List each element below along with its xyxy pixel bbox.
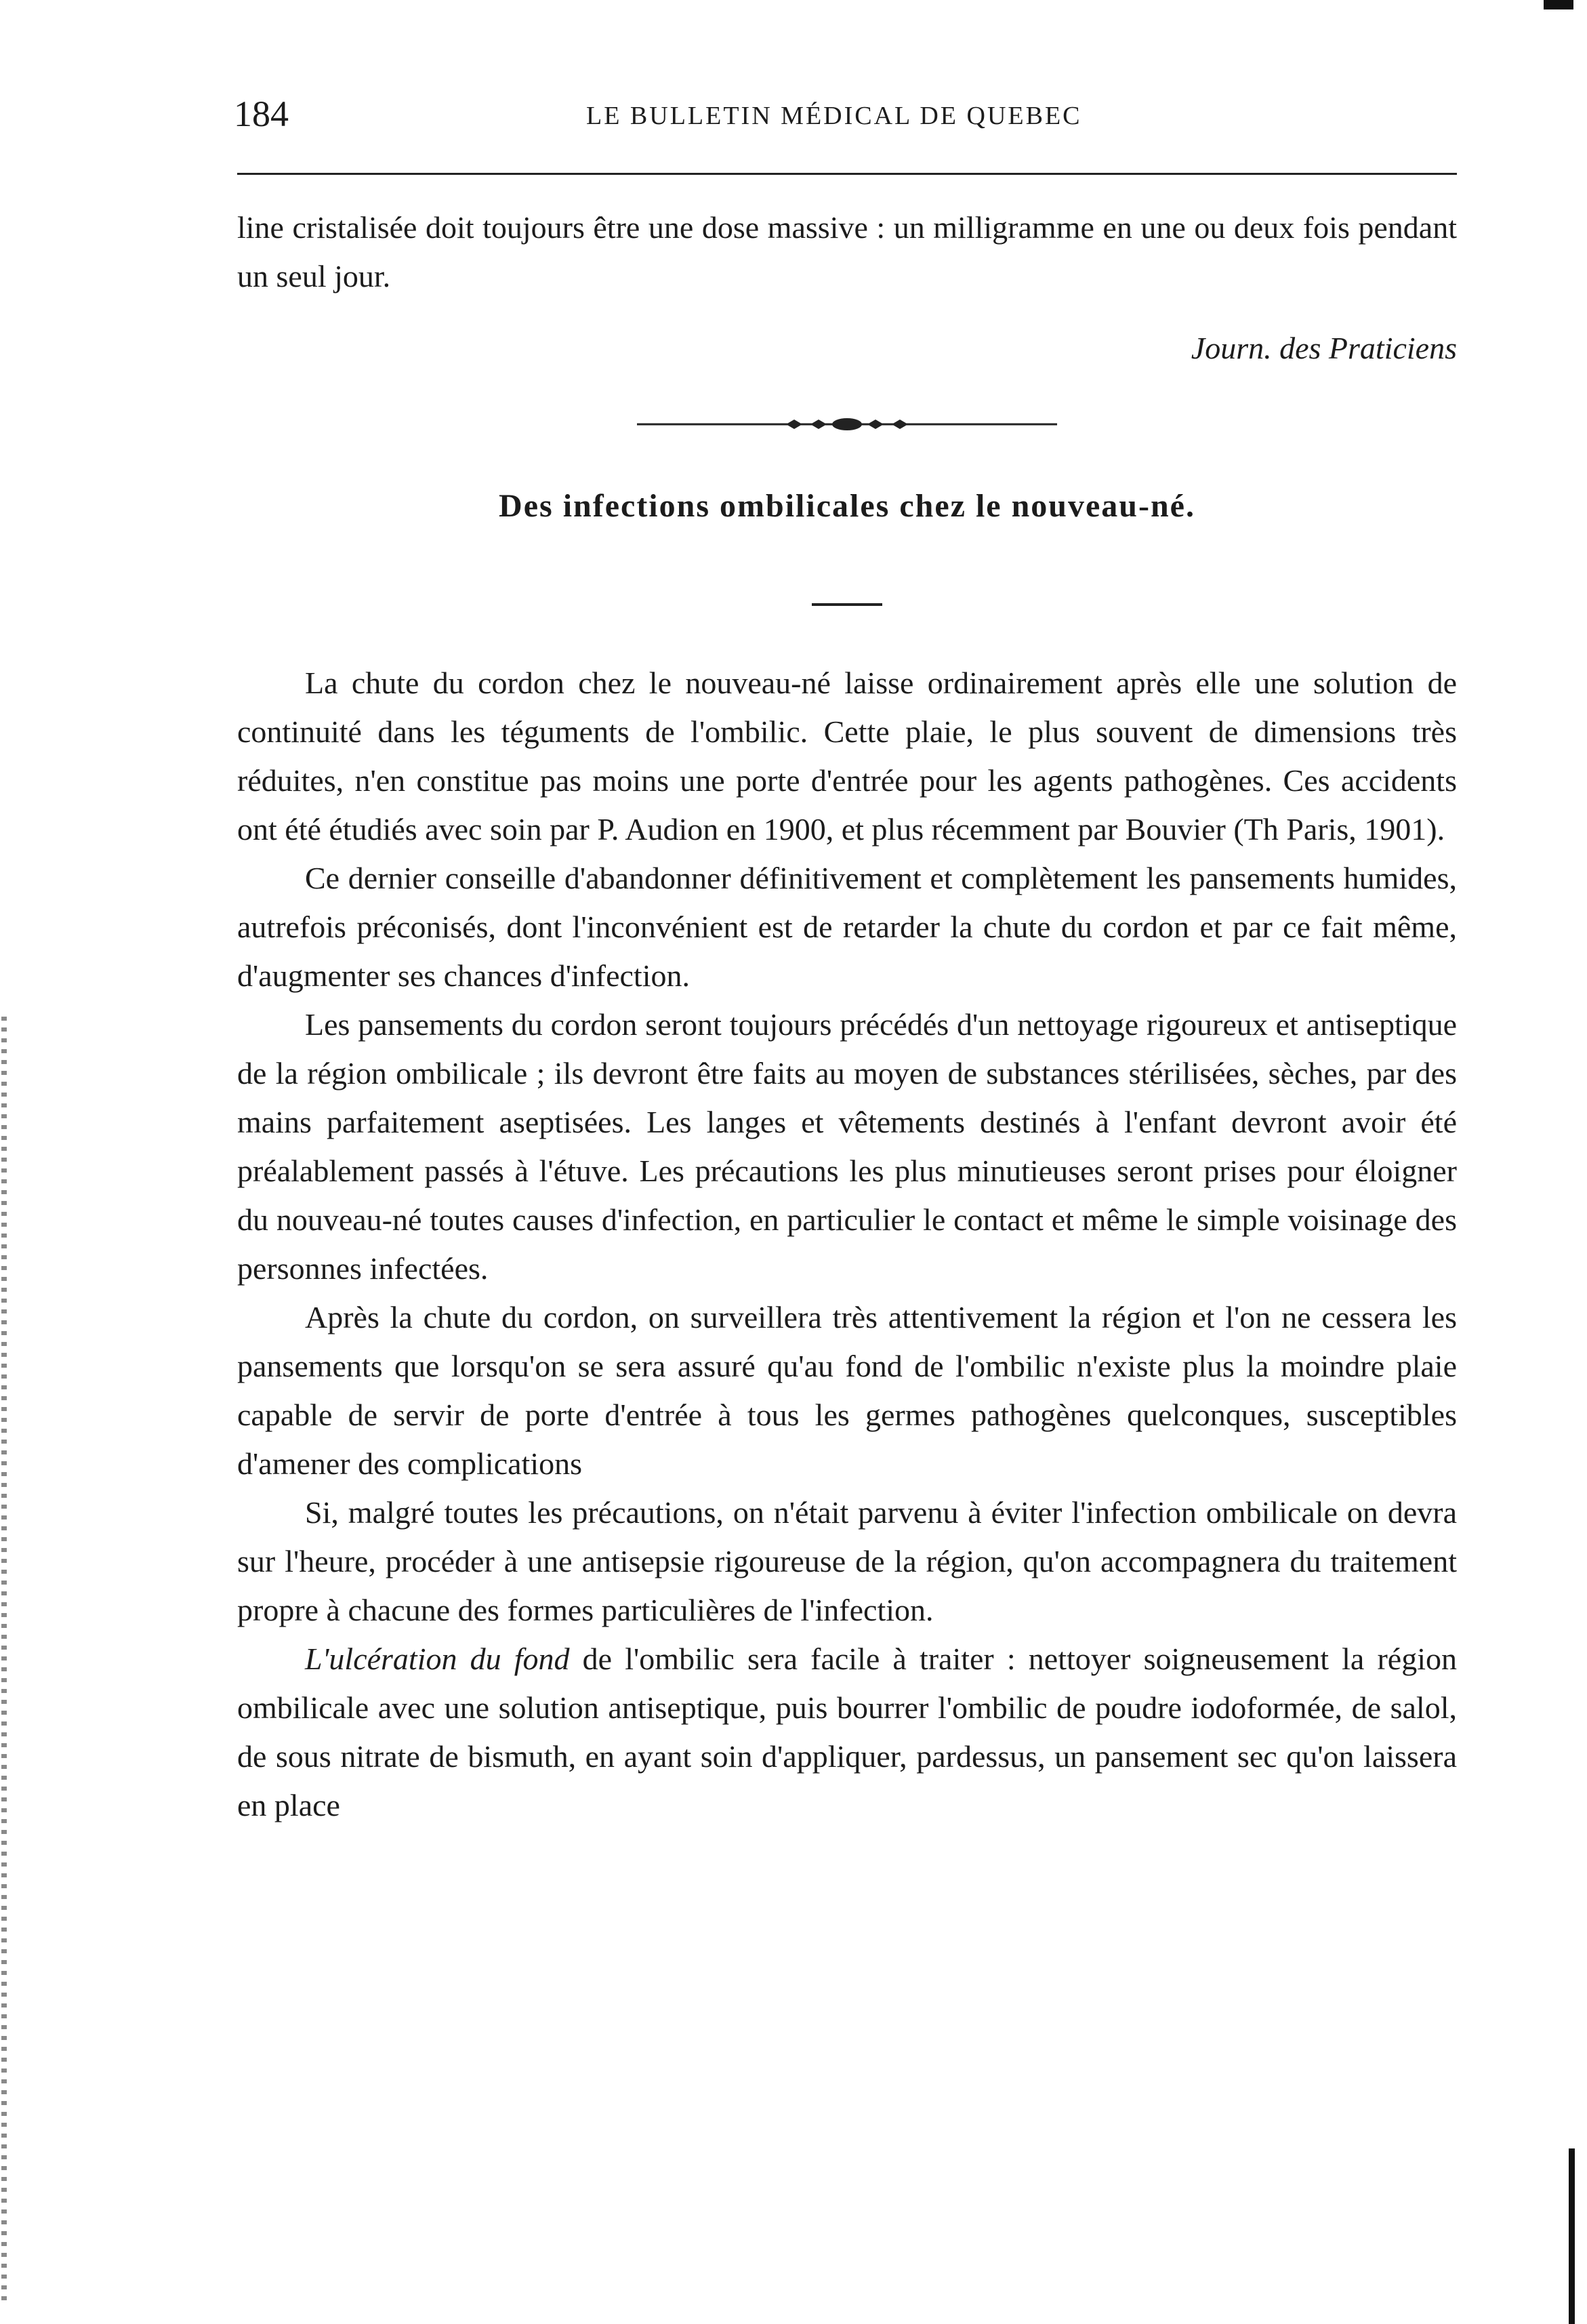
body-paragraph: Si, malgré toutes les précautions, on n'était parvenu à éviter l'infection ombilicale on devra sur l'heure, procéder à une antisepsie rigoureuse de la région, qu'on accompagnera du traitement propre à chacune des formes particulières de l'infection. xyxy=(237,1495,1457,1627)
article-title: Des infections ombilicales chez le nouveau-né. xyxy=(499,488,1195,524)
header-rule xyxy=(237,173,1457,175)
paragraph-rest: de l'ombilic sera facile à traiter : nettoyer soigneusement la région ombilicale avec une solution antiseptique, puis bourrer l'ombilic de poudre iodoformée, de salol, de sous nitrate de bismuth, en ayant soin d'appliquer, pardessus, un pansement sec qu'on laissera en place xyxy=(237,1642,1457,1822)
ornament-divider xyxy=(637,411,1057,438)
title-rule xyxy=(812,603,882,606)
scan-artifact-left-edge xyxy=(1,1017,7,2304)
scan-artifact-right-edge xyxy=(1569,2148,1575,2324)
source-citation: Journ. des Praticiens xyxy=(1191,331,1457,365)
running-head xyxy=(234,87,1460,141)
page-number: 184 xyxy=(234,94,289,134)
body-paragraph: Ce dernier conseille d'abandonner définitivement et complètement les pansements humides, autrefois préconisés, dont l'inconvénient est de retarder la chute du cordon et par ce fait même, d'augmenter ses chances d'infection. xyxy=(237,861,1457,993)
article-body xyxy=(237,659,1457,1830)
journal-title: LE BULLETIN MÉDICAL DE QUEBEC xyxy=(586,102,1082,130)
body-paragraph: La chute du cordon chez le nouveau-né laisse ordinairement après elle une solution de continuité dans les téguments de l'ombilic. Cette plaie, le plus souvent de dimensions très réduites, n'en constitue pas moins une porte d'entrée pour les agents pathogènes. Ces accidents ont été étudiés avec soin par P. Audion en 1900, et plus récemment par Bouvier (Th Paris, 1901). xyxy=(237,666,1457,847)
continuation-text xyxy=(237,203,1457,301)
continuation-paragraph: line cristalisée doit toujours être une dose massive : un milligramme en une ou deux fois pendant un seul jour. xyxy=(237,210,1457,293)
scan-artifact-top xyxy=(1544,0,1573,9)
body-paragraph-last xyxy=(237,1635,1457,1830)
body-paragraph: Les pansements du cordon seront toujours précédés d'un nettoyage rigoureux et antiseptique de la région ombilicale ; ils devront être faits au moyen de substances stérilisées, sèches, par des mains parfaitement aseptisées. Les langes et vêtements destinés à l'enfant devront avoir été préalablement passés à l'étuve. Les précautions les plus minutieuses seront prises pour éloigner du nouveau-né toutes causes d'infection, en particulier le contact et même le simple voisinage des personnes infectées. xyxy=(237,1007,1457,1286)
body-paragraph: Après la chute du cordon, on surveillera très attentivement la région et l'on ne cessera les pansements que lorsqu'on se sera assuré qu'au fond de l'ombilic n'existe plus la moindre plaie capable de servir de porte d'entrée à tous les germes pathogènes quelconques, susceptibles d'amener des complications xyxy=(237,1300,1457,1481)
italic-lead: L'ulcération du fond xyxy=(305,1642,570,1676)
